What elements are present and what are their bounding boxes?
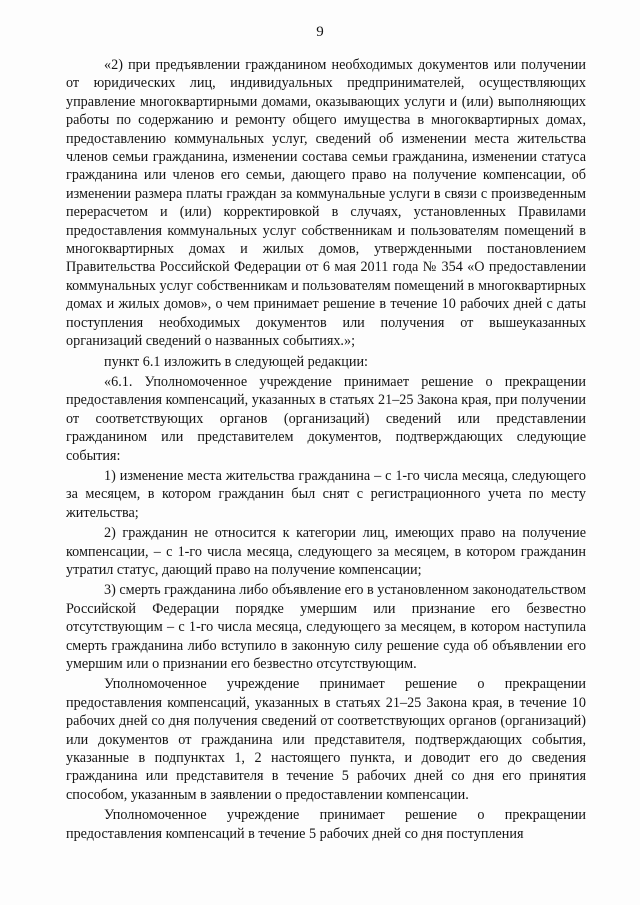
paragraph-item-2-amendment: «2) при предъявлении гражданином необходимых документов или получении от юридических лиц, индивидуальных предпринимателей, осуществляющих управление многоквартирными домами, оказывающих услуги и (или) выполняющих работы по содержанию и ремонту общего имущества в многоквартирных домах, предоставлению коммунальных услуг, сведений об изменении места жительства членов семьи гражданина, изменении состава семьи гражданина, изменении статуса гражданина или членов его семьи, дающего право на получение компенсации, об изменении размера платы граждан за коммунальные услуги в связи с произведенным перерасчетом и (или) корректировкой в случаях, установленных Правилами предоставления коммунальных услуг собственникам и пользователям помещений в многоквартирных домах и жилых домов, утвержденными постановлением Правительства Российской Федерации от 6 мая 2011 года № 354 «О предоставлении коммунальных услуг собственникам и пользователям помещений в многоквартирных домах и жилых домов», о чем принимает решение в течение 10 рабочих дней с даты поступления необходимых документов или получения от вышеуказанных организаций сведений о названных событиях.»; [66, 57, 586, 350]
paragraph-subitem-2: 2) гражданин не относится к категории лиц, имеющих право на получение компенсации, – с 1-го числа месяца, следующего за месяцем, в котором гражданин утратил статус, дающий право на получение компенсации; [66, 525, 586, 578]
paragraph-point-6-1: «6.1. Уполномоченное учреждение принимает решение о прекращении предоставления компенсаций, указанных в статьях 21–25 Закона края, при получении от соответствующих органов (организаций) сведений или представлении гражданином или представителем документов, подтверждающих следующие события: [66, 373, 586, 464]
document-body [66, 56, 586, 843]
paragraph-decision-5-days: Уполномоченное учреждение принимает решение о прекращении предоставления компенсаций в течение 5 рабочих дней со дня поступления [66, 807, 586, 842]
paragraph-point-6-1-intro: пункт 6.1 изложить в следующей редакции: [104, 353, 368, 370]
paragraph-subitem-3: 3) смерть гражданина либо объявление его в установленном законодательством Российской Федерации порядке умершим или признание его безвестно отсутствующим – с 1-го числа месяца, следующего за месяцем, в котором наступила смерть гражданина либо вступило в законную силу решение суда об объявлении его умершим или о признании его безвестно отсутствующим. [66, 582, 586, 672]
paragraph-subitem-1: 1) изменение места жительства гражданина – с 1-го числа месяца, следующего за месяцем, в котором гражданин был снят с регистрационного учета по месту жительства; [66, 467, 586, 521]
paragraph-decision-10-days: Уполномоченное учреждение принимает решение о прекращении предоставления компенсаций, указанных в статьях 21–25 Закона края, в течение 10 рабочих дней со дня получения сведений от соответствующих органов (организаций) или документов от гражданина или представителя, подтверждающих события, указанные в подпунктах 1, 2 настоящего пункта, и доводит его до сведения гражданина или представителя в течение 5 рабочих дней со дня его принятия способом, указанным в заявлении о предоставлении компенсации. [66, 676, 586, 803]
page-number: 9 [316, 24, 324, 40]
